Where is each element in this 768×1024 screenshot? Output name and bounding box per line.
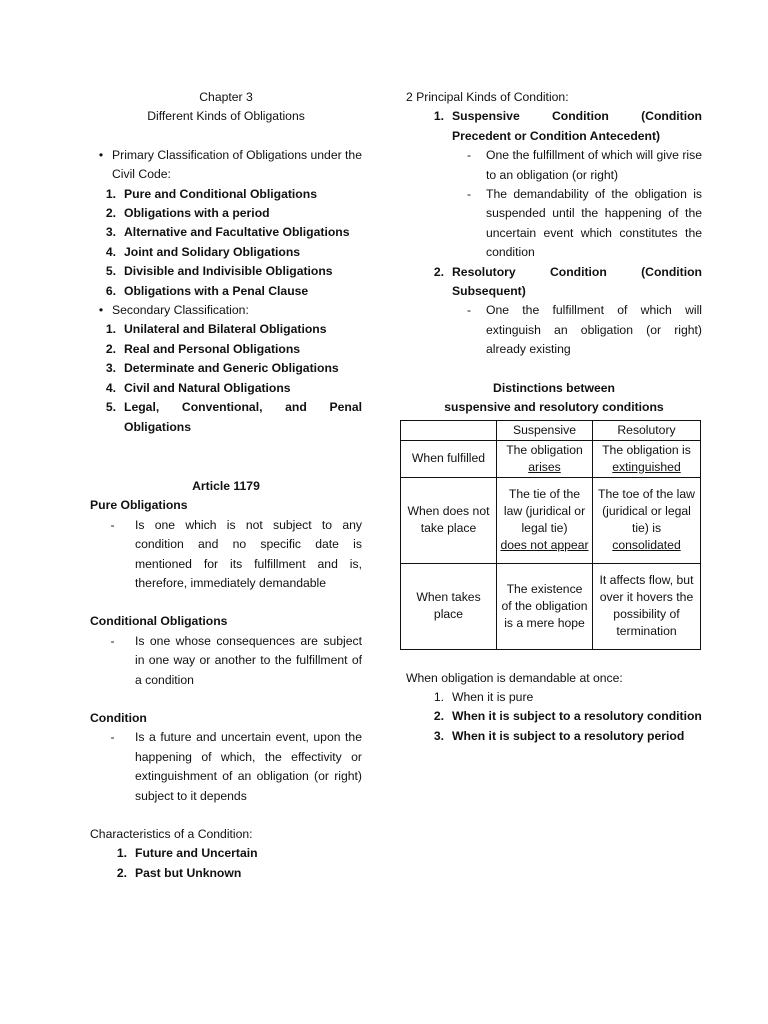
table-header-row: [401, 420, 701, 440]
pure-definition: Is one which is not subject to any condition and no specific date is mentioned for its fulfillment and is, therefore, immediately demandable: [135, 517, 362, 590]
row-label: When takes place: [401, 563, 497, 649]
list-item: Obligations with a Penal Clause: [124, 283, 309, 298]
row-label: When does not take place: [401, 477, 497, 563]
condition-heading: Condition: [90, 710, 147, 725]
chapter-title: Different Kinds of Obligations: [147, 109, 305, 124]
suspensive-condition-label: Suspensive Condition (Condition Precedent or Condition Antecedent): [452, 109, 702, 143]
article-heading: Article 1179: [192, 478, 260, 493]
list-item: Legal, Conventional, and Penal Obligations: [124, 400, 362, 434]
bullet-icon: •: [98, 303, 104, 318]
demandable-heading: When obligation is demandable at once:: [406, 670, 623, 685]
cell-text-underlined: consolidated: [612, 538, 681, 552]
list-item: Civil and Natural Obligations: [124, 380, 291, 395]
primary-classification: • Primary Classification of Obligations under the Civil Code: 1. Pure and Conditional Obligations 2. Obligations with a period 3. Alternative and Facultative Obligations 4. Joint and Solidary Obligations 5. Divisible and Indivisible Obligations 6. Obligations with a Penal Clause: [90, 146, 362, 301]
primary-intro: Primary Classification of Obligations under the Civil Code:: [112, 147, 362, 182]
list-item: When it is pure: [452, 689, 534, 704]
conditional-definition: Is one whose consequences are subject in one way or another to the fulfillment of a condition: [135, 633, 362, 687]
table-cell: [593, 477, 701, 563]
list-item: Determinate and Generic Obligations: [124, 361, 339, 376]
column-header-suspensive: Suspensive: [497, 420, 593, 440]
list-item: Unilateral and Bilateral Obligations: [124, 322, 327, 337]
conditional-heading: Conditional Obligations: [90, 614, 228, 629]
table-row: [401, 563, 701, 649]
cell-text-underlined: does not appear: [500, 538, 589, 552]
distinctions-table: [400, 420, 701, 650]
cell-text: The obligation is: [602, 442, 691, 457]
list-item: Future and Uncertain: [135, 846, 258, 861]
table-row: [401, 477, 701, 563]
table-cell: [497, 440, 593, 477]
cell-text: The tie of the law (juridical or legal tie): [503, 487, 586, 535]
table-cell: [497, 477, 593, 563]
resolutory-condition-label: Resolutory Condition (Condition Subsequent): [452, 264, 702, 299]
list-item: Alternative and Facultative Obligations: [124, 225, 350, 240]
column-header-resolutory: Resolutory: [593, 420, 701, 440]
cell-text: The toe of the law (juridical or legal tie) is: [598, 487, 695, 535]
list-item: Pure and Conditional Obligations: [124, 186, 317, 201]
suspensive-point: The demandability of the obligation is suspended until the happening of the uncertain event which constitutes the condition: [486, 187, 702, 260]
principal-kinds-heading: 2 Principal Kinds of Condition:: [406, 90, 569, 104]
condition-definition: Is a future and uncertain event, upon the happening of which, the effectivity or extinguishment of an obligation (or right) subject to it depends: [135, 730, 362, 803]
table-row: [401, 440, 701, 477]
left-column: Chapter 3 Different Kinds of Obligations • Primary Classification of Obligations under the Civil Code: 1. Pure and Conditional Obligations 2. Obligations with a period 3. Alternative and Facultative Obligations 4. Joint and Solidary Obligations 5. Divisible and Indivisible Obligations 6. Obligations with a Penal Clause • Secondary Classification: 1. Unilateral and Bilateral Obligations 2. Real and Personal Obligations 3. Determinate and Generic Obligations 4. Civil and Natural Obligations 5. Legal, Conventional, and Penal Obligations Article 1179 Pure Obligations - Is one which is not subject to any condition and no specific date is mentioned for its fulfillment and is, therefore, immediately demandable Conditional Obligations - Is one whose consequences are subject in one way or another to the fulfillment of a condition Condition - Is a future and uncertain event, upon the happening of which, the effectivity or extinguishment of an obligation (or right) subject to it depends Characteristics of a Condition: 1. Future and Uncertain 2. Past but Unknown: [90, 88, 362, 883]
suspensive-point: One the fulfillment of which will give rise to an obligation (or right): [486, 148, 702, 182]
list-item: Joint and Solidary Obligations: [124, 244, 301, 259]
table-title-line-1: Distinctions between: [493, 380, 615, 395]
list-item: When it is subject to a resolutory condition: [452, 709, 702, 724]
table-corner-cell: [401, 420, 497, 440]
cell-text: The obligation: [506, 442, 583, 457]
characteristics-heading: Characteristics of a Condition:: [90, 827, 253, 841]
list-item: Obligations with a period: [124, 206, 270, 221]
list-item: Real and Personal Obligations: [124, 341, 301, 356]
table-cell: [593, 440, 701, 477]
list-item: Divisible and Indivisible Obligations: [124, 264, 333, 279]
bullet-icon: •: [98, 147, 104, 162]
list-item: Past but Unknown: [135, 865, 242, 880]
secondary-classification: • Secondary Classification: 1. Unilateral and Bilateral Obligations 2. Real and Personal Obligations 3. Determinate and Generic Obligations 4. Civil and Natural Obligations 5. Legal, Conventional, and Penal Obligations: [90, 301, 362, 437]
chapter-number: Chapter 3: [199, 90, 253, 104]
right-column: 2 Principal Kinds of Condition: 1. Suspensive Condition (Condition Precedent or Condition Antecedent) - One the fulfillment of which will give rise to an obligation (or right) - The demandability of the obligation is suspended until the happening of the uncertain event which constitutes the condition 2. Resolutory Condition (Condition Subsequent) - One the fulfillment of which will extinguish an obligation (or right) already existing Distinctions between suspensive and resolutory conditions Suspensive Resolutory When fulfilled The obligation arises The obligation is extinguished When does not take place The tie of the law (juridical or legal tie) does not appear The toe of the law (juridical or legal tie) is consolidated When takes place The existence of the obligation is a mere hope It affects flow, but over it hovers the possibility of termination When obligation is demandable at once: 1. When it is pure 2. When it is subject to a resolutory condition 3. When it is subject to a resolutory period: [406, 88, 702, 746]
row-label: When fulfilled: [401, 440, 497, 477]
cell-text-underlined: extinguished: [612, 459, 681, 474]
list-item: When it is subject to a resolutory period: [452, 728, 685, 743]
table-cell: It affects flow, but over it hovers the possibility of termination: [593, 563, 701, 649]
table-title-line-2: suspensive and resolutory conditions: [444, 400, 664, 415]
resolutory-point: One the fulfillment of which will extinguish an obligation (or right) already existing: [486, 303, 702, 357]
table-cell: The existence of the obligation is a mere hope: [497, 563, 593, 649]
cell-text-underlined: arises: [528, 459, 561, 474]
pure-heading: Pure Obligations: [90, 498, 188, 513]
secondary-intro: Secondary Classification:: [112, 303, 249, 318]
